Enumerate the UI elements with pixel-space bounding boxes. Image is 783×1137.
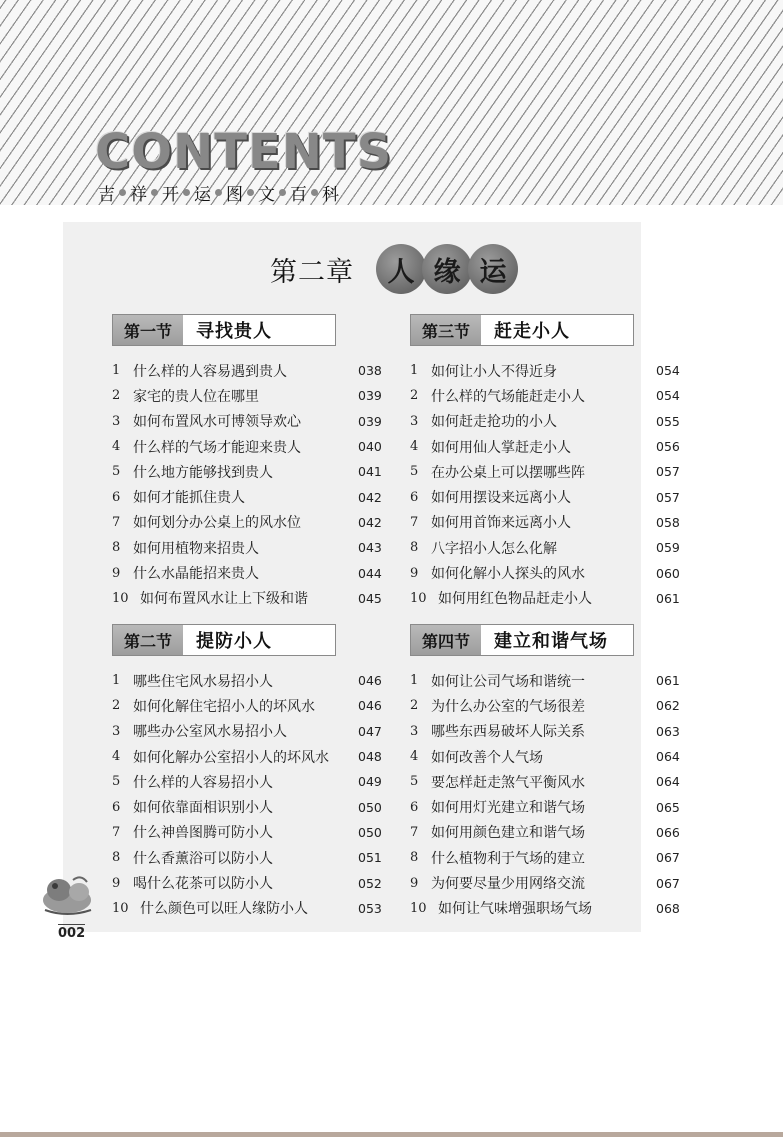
entry-page: 051 xyxy=(358,850,382,866)
entry-title: 如何用仙人掌赶走小人 xyxy=(431,439,571,456)
entry-title: 喝什么花茶可以防小人 xyxy=(133,876,273,893)
entry-number: 7 xyxy=(410,824,419,840)
entry-page: 039 xyxy=(358,388,382,404)
page-number: 002 xyxy=(58,926,86,941)
toc-entry[interactable] xyxy=(410,383,680,408)
toc-entry[interactable] xyxy=(112,484,382,509)
entry-page: 055 xyxy=(656,413,680,429)
entry-number: 9 xyxy=(112,875,121,891)
entry-page: 039 xyxy=(358,413,382,429)
toc-entry[interactable] xyxy=(112,383,382,408)
entry-number: 5 xyxy=(410,774,419,790)
entry-title: 什么地方能够找到贵人 xyxy=(133,464,273,481)
entry-title: 八字招小人怎么化解 xyxy=(431,540,557,557)
entry-number: 3 xyxy=(112,413,121,429)
toc-entry[interactable] xyxy=(112,794,382,819)
entry-page: 047 xyxy=(358,723,382,739)
entry-title: 哪些东西易破坏人际关系 xyxy=(431,724,585,741)
toc-entry[interactable] xyxy=(410,744,680,769)
toc-entry[interactable] xyxy=(410,586,680,611)
toc-entry[interactable] xyxy=(410,434,680,459)
entry-title: 在办公桌上可以摆哪些阵 xyxy=(431,464,585,481)
entry-number: 6 xyxy=(410,799,419,815)
dot-icon xyxy=(119,189,126,196)
chapter-title-char: 运 xyxy=(468,244,518,294)
entry-title: 如何让公司气场和谐统一 xyxy=(431,673,585,690)
section-items xyxy=(112,668,382,921)
entry-number: 4 xyxy=(410,749,419,765)
entry-title: 什么样的气场能赶走小人 xyxy=(431,388,585,405)
toc-entry[interactable] xyxy=(410,769,680,794)
entry-page: 045 xyxy=(358,590,382,606)
entry-page: 059 xyxy=(656,540,680,556)
entry-title: 哪些办公室风水易招小人 xyxy=(133,724,287,741)
entry-title: 如何让气味增强职场气场 xyxy=(438,901,592,918)
entry-number: 8 xyxy=(112,850,121,866)
entry-page: 061 xyxy=(656,590,680,606)
entry-title: 如何布置风水可博领导欢心 xyxy=(133,414,301,431)
entry-title: 如何布置风水让上下级和谐 xyxy=(140,591,308,608)
entry-number: 6 xyxy=(410,489,419,505)
entry-title: 如何用灯光建立和谐气场 xyxy=(431,800,585,817)
dot-icon xyxy=(311,189,318,196)
subtitle-char: 百 xyxy=(290,185,307,205)
entry-page: 048 xyxy=(358,749,382,765)
entry-page: 041 xyxy=(358,464,382,480)
section-header xyxy=(410,314,634,346)
toc-entry[interactable] xyxy=(410,510,680,535)
section-header xyxy=(112,314,336,346)
entry-title: 什么香薰浴可以防小人 xyxy=(133,850,273,867)
dot-icon xyxy=(151,189,158,196)
entry-page: 040 xyxy=(358,439,382,455)
entry-page: 064 xyxy=(656,749,680,765)
entry-number: 1 xyxy=(112,363,121,379)
entry-number: 4 xyxy=(410,439,419,455)
bottom-edge xyxy=(0,1132,783,1137)
toc-entry[interactable] xyxy=(410,719,680,744)
entry-title: 要怎样赶走煞气平衡风水 xyxy=(431,774,585,791)
entry-number: 10 xyxy=(410,590,427,606)
toc-entry[interactable] xyxy=(410,459,680,484)
entry-number: 8 xyxy=(410,850,419,866)
toc-entry[interactable] xyxy=(112,769,382,794)
entry-number: 4 xyxy=(112,749,121,765)
entry-number: 7 xyxy=(112,514,121,530)
entry-number: 2 xyxy=(112,388,121,404)
toc-entry[interactable] xyxy=(112,358,382,383)
dot-icon xyxy=(247,189,254,196)
entry-number: 2 xyxy=(410,388,419,404)
entry-number: 1 xyxy=(410,363,419,379)
entry-page: 049 xyxy=(358,774,382,790)
entry-title: 如何赶走抢功的小人 xyxy=(431,414,557,431)
entry-title: 如何用颜色建立和谐气场 xyxy=(431,825,585,842)
entry-title: 如何才能抓住贵人 xyxy=(133,490,245,507)
entry-page: 054 xyxy=(656,363,680,379)
section-block xyxy=(112,624,382,921)
entry-page: 056 xyxy=(656,439,680,455)
toc-entry[interactable] xyxy=(410,820,680,845)
entry-number: 9 xyxy=(410,875,419,891)
entry-number: 10 xyxy=(410,900,427,916)
entry-page: 062 xyxy=(656,698,680,714)
section-header xyxy=(112,624,336,656)
entry-number: 1 xyxy=(410,673,419,689)
entry-page: 066 xyxy=(656,824,680,840)
toc-entry[interactable] xyxy=(410,484,680,509)
entry-title: 什么样的人容易招小人 xyxy=(133,774,273,791)
entry-number: 7 xyxy=(112,824,121,840)
subtitle-char: 运 xyxy=(194,185,211,205)
toc-entry[interactable] xyxy=(112,870,382,895)
entry-title: 如何用摆设来远离小人 xyxy=(431,490,571,507)
entry-title: 如何化解小人探头的风水 xyxy=(431,566,585,583)
entry-number: 2 xyxy=(112,698,121,714)
entry-title: 什么植物利于气场的建立 xyxy=(431,850,585,867)
toc-entry[interactable] xyxy=(410,668,680,693)
entry-page: 050 xyxy=(358,824,382,840)
section-number: 第二节 xyxy=(113,625,183,655)
entry-page: 054 xyxy=(656,388,680,404)
entry-title: 什么样的人容易遇到贵人 xyxy=(133,363,287,380)
entry-title: 如何划分办公桌上的风水位 xyxy=(133,515,301,532)
entry-number: 9 xyxy=(410,565,419,581)
toc-entry[interactable] xyxy=(112,535,382,560)
chapter-label: 第二章 xyxy=(270,256,354,288)
section-number: 第三节 xyxy=(411,315,481,345)
dot-icon xyxy=(215,189,222,196)
toc-entry[interactable] xyxy=(112,434,382,459)
entry-title: 如何用植物来招贵人 xyxy=(133,540,259,557)
entry-title: 如何让小人不得近身 xyxy=(431,363,557,380)
entry-number: 5 xyxy=(112,464,121,480)
section-items xyxy=(112,358,382,611)
entry-page: 042 xyxy=(358,514,382,530)
chapter-heading xyxy=(270,244,514,294)
section-block xyxy=(112,314,382,611)
section-block xyxy=(410,314,680,611)
toc-entry[interactable] xyxy=(112,510,382,535)
toc-entry[interactable] xyxy=(410,845,680,870)
entry-page: 068 xyxy=(656,900,680,916)
contents-heading: CONTENTS xyxy=(95,124,393,180)
toc-entry[interactable] xyxy=(112,586,382,611)
entry-page: 067 xyxy=(656,875,680,891)
entry-title: 什么水晶能招来贵人 xyxy=(133,566,259,583)
entry-number: 1 xyxy=(112,673,121,689)
subtitle-char: 祥 xyxy=(130,185,147,205)
toc-entry[interactable] xyxy=(410,409,680,434)
entry-title: 如何依靠面相识别小人 xyxy=(133,800,273,817)
entry-title: 哪些住宅风水易招小人 xyxy=(133,673,273,690)
subtitle-char: 科 xyxy=(322,185,339,205)
section-number: 第四节 xyxy=(411,625,481,655)
toc-entry[interactable] xyxy=(112,409,382,434)
entry-page: 060 xyxy=(656,565,680,581)
chapter-title-char: 缘 xyxy=(422,244,472,294)
entry-number: 4 xyxy=(112,439,121,455)
entry-page: 058 xyxy=(656,514,680,530)
entry-page: 044 xyxy=(358,565,382,581)
toc-entry[interactable] xyxy=(410,693,680,718)
toc-entry[interactable] xyxy=(112,560,382,585)
entry-number: 5 xyxy=(112,774,121,790)
entry-number: 6 xyxy=(112,489,121,505)
dot-icon xyxy=(183,189,190,196)
toc-entry[interactable] xyxy=(112,896,382,921)
subtitle-char: 文 xyxy=(258,185,275,205)
entry-number: 3 xyxy=(410,723,419,739)
chapter-title-char: 人 xyxy=(376,244,426,294)
section-block xyxy=(410,624,680,921)
entry-title: 如何用红色物品赶走小人 xyxy=(438,591,592,608)
entry-number: 3 xyxy=(410,413,419,429)
subtitle-char: 图 xyxy=(226,185,243,205)
entry-page: 052 xyxy=(358,875,382,891)
section-items xyxy=(410,358,680,611)
section-items xyxy=(410,668,680,921)
toc-entry[interactable] xyxy=(112,820,382,845)
entry-number: 10 xyxy=(112,900,129,916)
section-title: 赶走小人 xyxy=(494,321,570,342)
entry-title: 如何化解住宅招小人的坏风水 xyxy=(133,698,315,715)
entry-page: 046 xyxy=(358,673,382,689)
entry-number: 7 xyxy=(410,514,419,530)
toc-entry[interactable] xyxy=(410,870,680,895)
section-title: 提防小人 xyxy=(196,631,272,652)
toc-entry[interactable] xyxy=(112,719,382,744)
entry-page: 057 xyxy=(656,464,680,480)
entry-title: 什么样的气场才能迎来贵人 xyxy=(133,439,301,456)
entry-title: 什么颜色可以旺人缘防小人 xyxy=(140,901,308,918)
entry-page: 065 xyxy=(656,799,680,815)
entry-title: 为什么办公室的气场很差 xyxy=(431,698,585,715)
entry-number: 6 xyxy=(112,799,121,815)
subtitle-char: 吉 xyxy=(98,185,115,205)
entry-number: 5 xyxy=(410,464,419,480)
section-number: 第一节 xyxy=(113,315,183,345)
toc-entry[interactable] xyxy=(112,693,382,718)
entry-page: 046 xyxy=(358,698,382,714)
section-title: 寻找贵人 xyxy=(196,321,272,342)
toc-entry[interactable] xyxy=(112,845,382,870)
entry-page: 053 xyxy=(358,900,382,916)
dot-icon xyxy=(279,189,286,196)
entry-title: 为何要尽量少用网络交流 xyxy=(431,876,585,893)
entry-title: 什么神兽图腾可防小人 xyxy=(133,825,273,842)
toc-entry[interactable] xyxy=(410,560,680,585)
toc-entry[interactable] xyxy=(112,744,382,769)
entry-number: 3 xyxy=(112,723,121,739)
entry-number: 10 xyxy=(112,590,129,606)
toc-entry[interactable] xyxy=(410,794,680,819)
entry-page: 061 xyxy=(656,673,680,689)
entry-page: 038 xyxy=(358,363,382,379)
section-title: 建立和谐气场 xyxy=(494,631,608,652)
toc-entry[interactable] xyxy=(410,896,680,921)
entry-title: 如何用首饰来远离小人 xyxy=(431,515,571,532)
subtitle-char: 开 xyxy=(162,185,179,205)
guardian-figurine-icon xyxy=(37,866,97,918)
entry-page: 050 xyxy=(358,799,382,815)
entry-title: 如何化解办公室招小人的坏风水 xyxy=(133,749,329,766)
entry-number: 9 xyxy=(112,565,121,581)
entry-page: 064 xyxy=(656,774,680,790)
entry-number: 8 xyxy=(410,540,419,556)
section-header xyxy=(410,624,634,656)
toc-entry[interactable] xyxy=(112,668,382,693)
entry-title: 家宅的贵人位在哪里 xyxy=(133,388,259,405)
entry-page: 042 xyxy=(358,489,382,505)
entry-number: 8 xyxy=(112,540,121,556)
toc-entry[interactable] xyxy=(410,358,680,383)
entry-page: 063 xyxy=(656,723,680,739)
toc-entry[interactable] xyxy=(410,535,680,560)
book-subtitle xyxy=(98,180,339,205)
entry-page: 043 xyxy=(358,540,382,556)
entry-title: 如何改善个人气场 xyxy=(431,749,543,766)
entry-page: 067 xyxy=(656,850,680,866)
entry-number: 2 xyxy=(410,698,419,714)
toc-entry[interactable] xyxy=(112,459,382,484)
entry-page: 057 xyxy=(656,489,680,505)
